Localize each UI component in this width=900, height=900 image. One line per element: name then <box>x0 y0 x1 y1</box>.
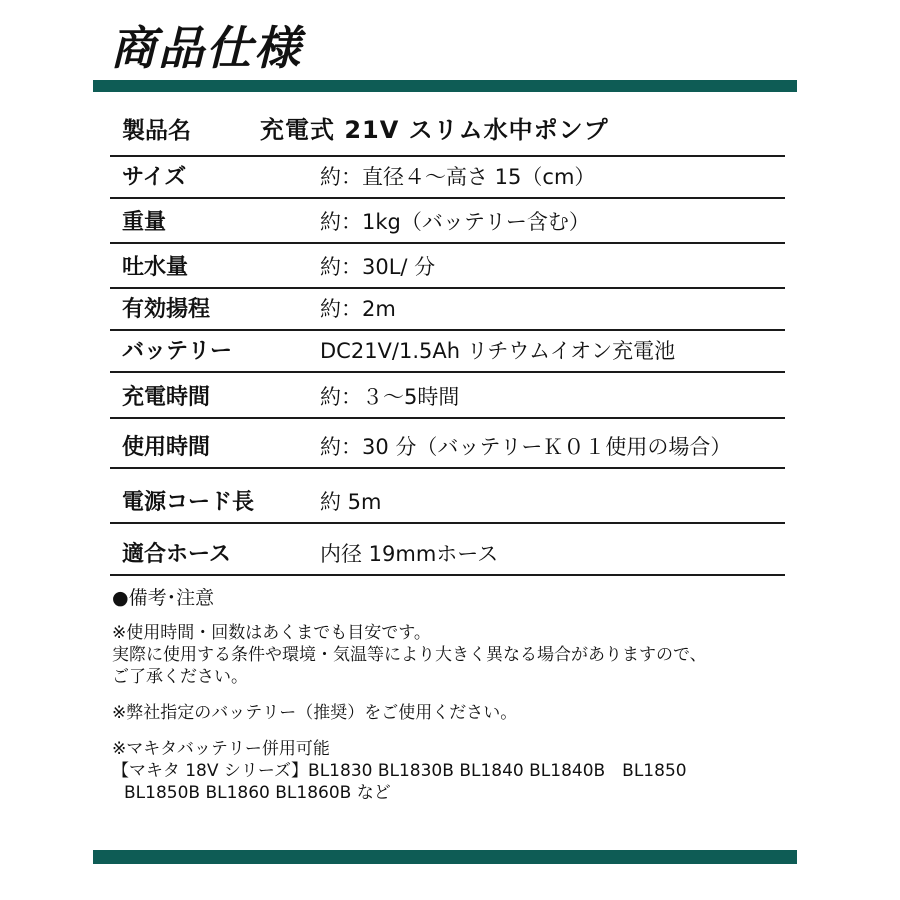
spec-row-flow-rate <box>110 244 785 289</box>
spec-row-hose <box>110 524 785 576</box>
spec-value: 充電式 21V スリム水中ポンプ <box>260 116 609 144</box>
spec-label: 有効揚程 <box>122 297 211 322</box>
spec-table <box>110 93 785 576</box>
note-line: BL1850B BL1860 BL1860B など <box>124 783 391 803</box>
spec-row-size <box>110 157 785 199</box>
spec-value: 約：直径４～高さ 15（cm） <box>320 165 596 189</box>
top-accent-bar <box>93 80 797 92</box>
spec-value: 内径 19mmホース <box>320 542 499 566</box>
spec-label: 使用時間 <box>122 435 211 460</box>
note-line: 実際に使用する条件や環境・気温等により大きく異なる場合がありますので、 <box>112 645 707 665</box>
spec-row-run-time <box>110 419 785 469</box>
spec-row-weight <box>110 199 785 244</box>
spec-label: バッテリー <box>122 339 233 364</box>
spec-row-charge-time <box>110 373 785 419</box>
note-line: ※弊社指定のバッテリー（推奨）をご使用ください。 <box>112 703 518 723</box>
spec-label: 重量 <box>122 210 167 235</box>
note-line: ※マキタバッテリー併用可能 <box>112 739 330 759</box>
spec-label: 電源コード長 <box>122 490 255 515</box>
note-usage-estimate <box>112 622 812 688</box>
spec-label: サイズ <box>122 165 187 190</box>
spec-value: DC21V/1.5Ah リチウムイオン充電池 <box>320 339 676 363</box>
note-recommended-battery <box>112 702 812 724</box>
spec-value: 約 5m <box>320 490 382 514</box>
note-line: ※使用時間・回数はあくまでも目安です。 <box>112 623 431 643</box>
spec-label: 充電時間 <box>122 385 211 410</box>
note-compatible-batteries <box>112 738 812 804</box>
spec-label: 適合ホース <box>122 542 231 567</box>
spec-label: 製品名 <box>122 118 191 144</box>
spec-row-head <box>110 289 785 331</box>
page-title: 商品仕様 <box>110 21 302 75</box>
notes-section <box>112 586 812 818</box>
note-line: ご了承ください。 <box>112 667 248 687</box>
spec-value: 約：30 分（バッテリーＫ０１使用の場合） <box>320 435 732 459</box>
spec-value: 約：３～5時間 <box>320 385 460 409</box>
spec-value: 約：1kg（バッテリー含む） <box>320 210 590 234</box>
spec-value: 約：2m <box>320 297 396 321</box>
note-line: 【マキタ 18V シリーズ】BL1830 BL1830B BL1840 BL1840B BL1850 <box>112 761 687 781</box>
bottom-accent-bar <box>93 850 797 864</box>
spec-label: 吐水量 <box>122 255 189 280</box>
spec-value: 約：30L/ 分 <box>320 255 436 279</box>
spec-row-product-name <box>110 93 785 157</box>
spec-row-cord-length <box>110 469 785 524</box>
spec-row-battery <box>110 331 785 373</box>
notes-heading: ●備考･注意 <box>112 587 215 609</box>
